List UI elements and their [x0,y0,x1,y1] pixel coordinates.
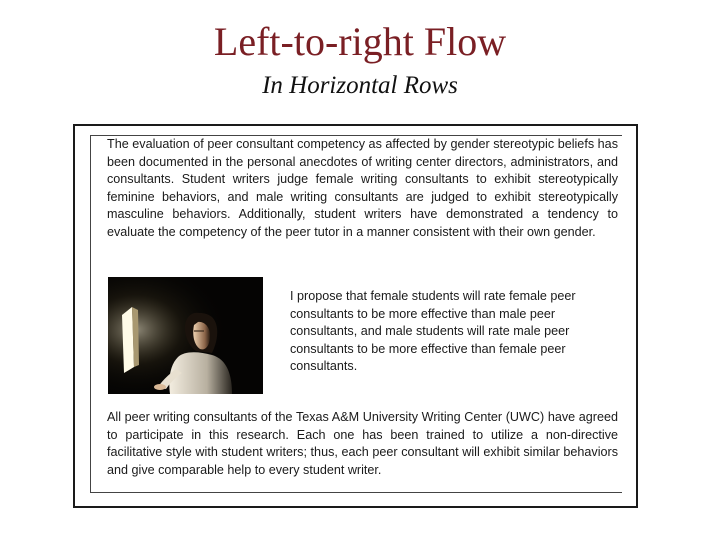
paragraph-background: The evaluation of peer consultant competency as affected by gender stereotypic beliefs has been documented in the personal anecdotes of writing center directors, administrators, and consultants. Student writers judge female writing consultants to exhibit stereotypically feminine behaviors, and male writing consultants are judged to exhibit stereotypically masculine behaviors. Additionally, student writers have demonstrated a tendency to evaluate the competency of the peer tutor in a manner consistent with their own gender. [107,137,618,239]
inner-border-left [90,135,91,493]
inner-border-bottom [90,492,622,493]
slide-subtitle: In Horizontal Rows [262,72,458,99]
paragraph-participants: All peer writing consultants of the Texas A&M University Writing Center (UWC) have agreed to participate in this research. Each one has been trained to utilize a non-directive facilitative style with student writers; thus, each peer consultant will exhibit similar behaviors and give comparable help to every student writer. [107,410,618,477]
paragraph-hypothesis: I propose that female students will rate female peer consultants to be more effective than male peer consultants, and male students will rate male peer consultants to be more effective than female peer consultants. [290,289,576,374]
photo-person-at-computer [108,277,263,394]
slide-title: Left-to-right Flow [213,19,507,64]
